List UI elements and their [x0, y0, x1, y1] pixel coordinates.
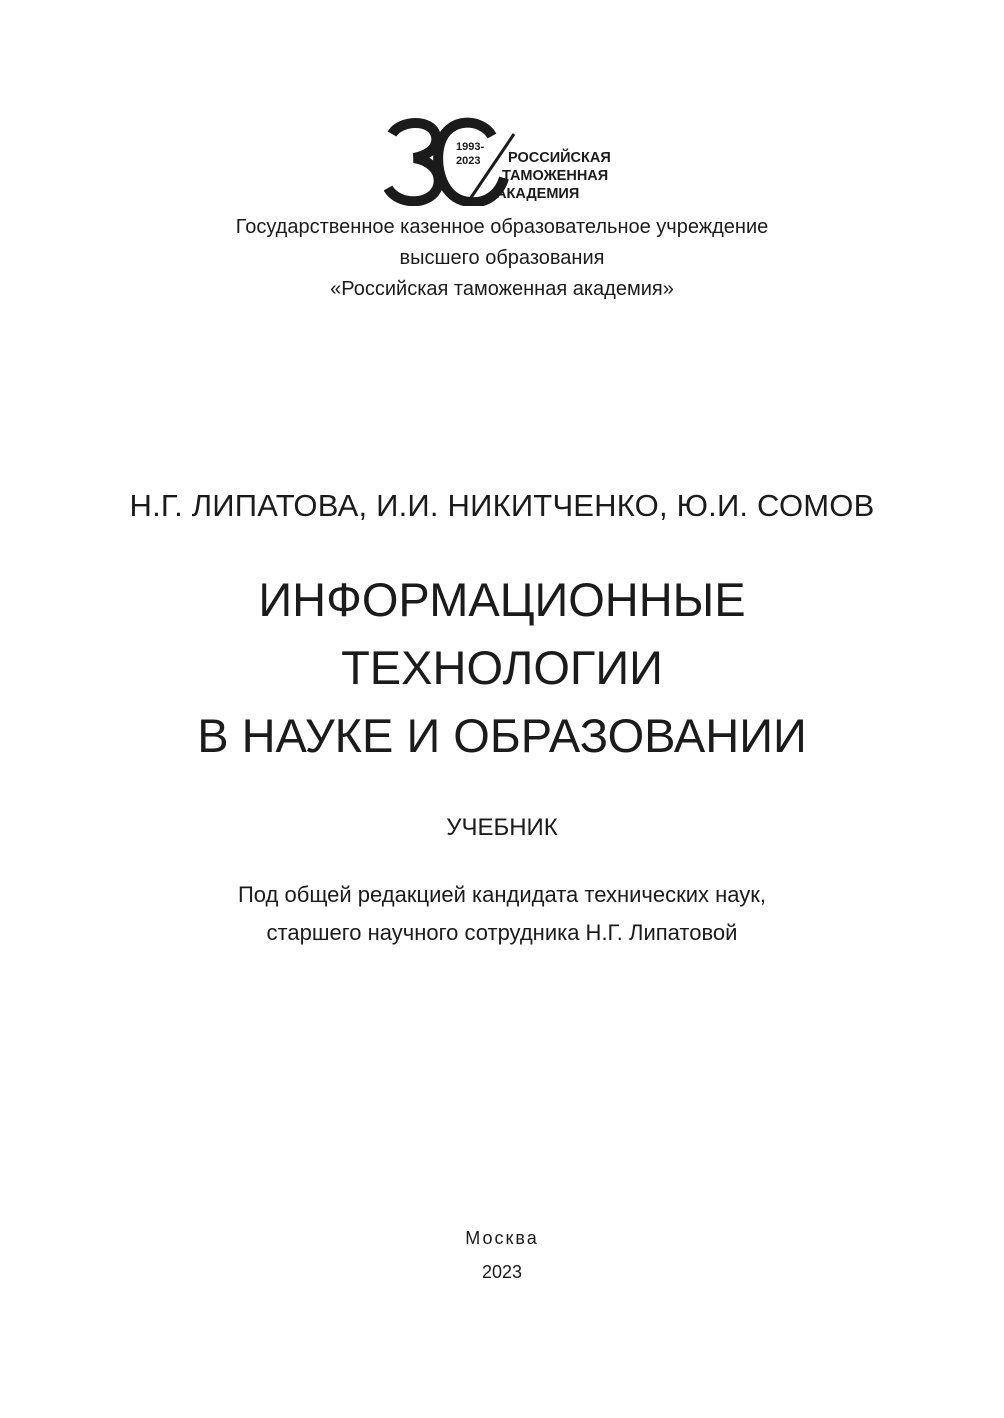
book-title-line-2: ТЕХНОЛОГИИ: [341, 641, 663, 694]
authors: Н.Г. ЛИПАТОВА, И.И. НИКИТЧЕНКО, Ю.И. СОМОВ: [129, 488, 875, 523]
publication-city: Москва: [465, 1228, 539, 1248]
institution-line-2: высшего образования: [399, 247, 605, 269]
logo-years-top: 1993-: [456, 141, 485, 153]
logo-name-line-1: РОССИЙСКАЯ: [508, 150, 611, 166]
institution-name: [0, 212, 1004, 305]
book-title: [0, 566, 1004, 770]
logo-name-line-3: АКАДЕМИЯ: [496, 186, 580, 202]
editor-line-2: старшего научного сотрудника Н.Г. Липатовой: [266, 920, 738, 945]
academy-30-anniversary-logo: [384, 114, 624, 206]
editor-statement: [0, 876, 1004, 952]
book-title-line-3: В НАУКЕ И ОБРАЗОВАНИИ: [197, 709, 807, 762]
document-type: УЧЕБНИК: [446, 814, 558, 841]
logo-digit-three: [388, 123, 439, 201]
editor-line-1: Под общей редакцией кандидата технических наук,: [237, 882, 767, 907]
publication-year: 2023: [481, 1262, 523, 1282]
logo-years-bottom: 2023: [456, 155, 481, 167]
institution-line-3: «Российская таможенная академия»: [330, 278, 674, 300]
logo-name-line-2: ТАМОЖЕННАЯ: [502, 168, 609, 184]
book-title-line-1: ИНФОРМАЦИОННЫЕ: [258, 573, 746, 626]
institution-line-1: Государственное казенное образовательное учреждение: [235, 216, 769, 238]
